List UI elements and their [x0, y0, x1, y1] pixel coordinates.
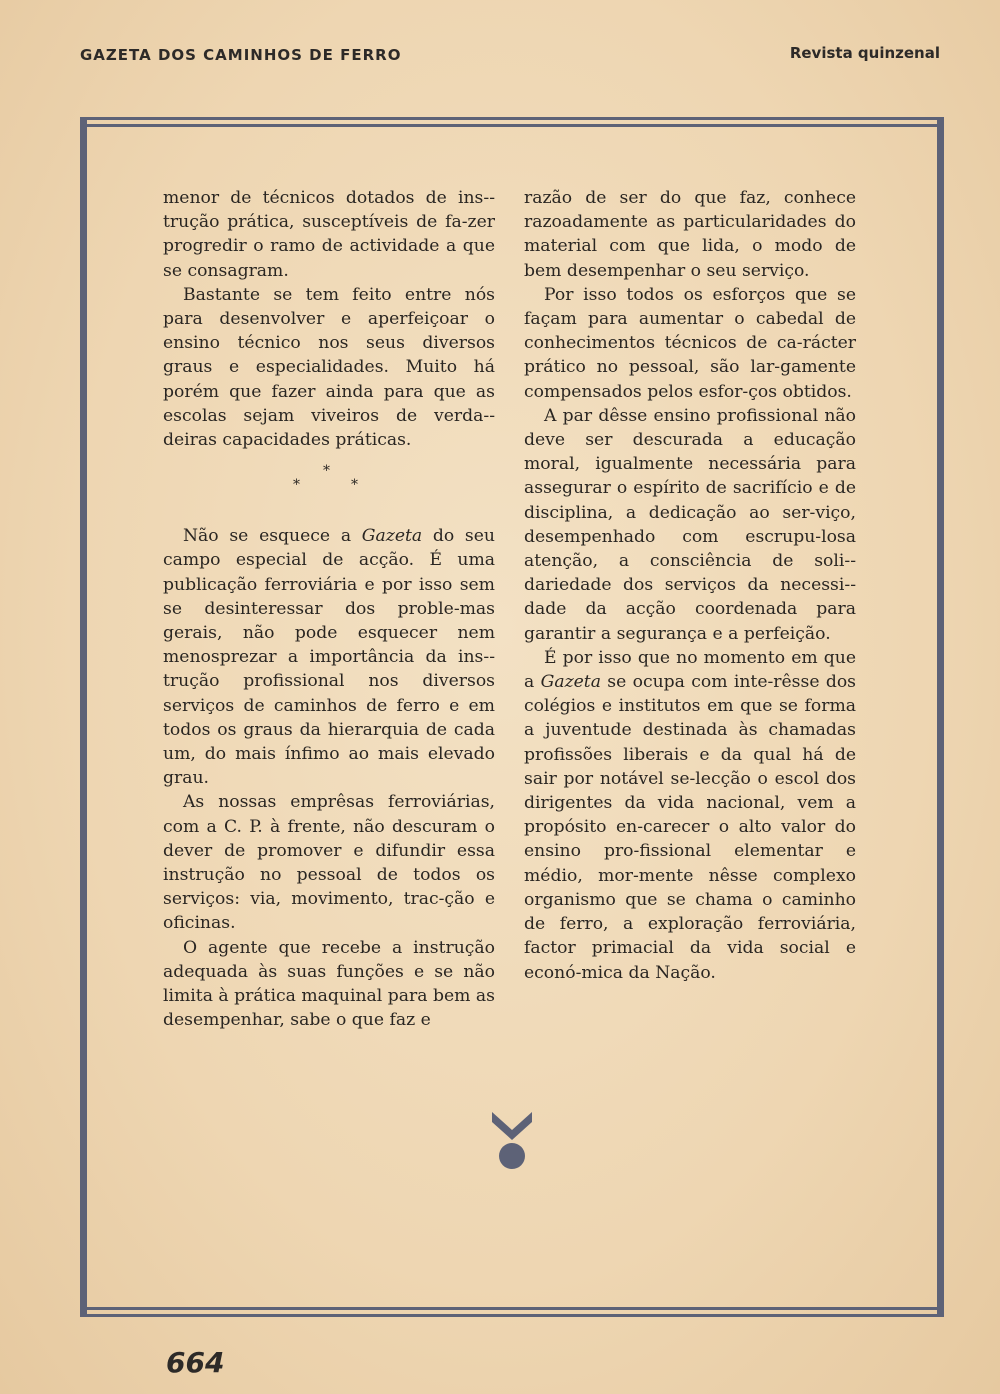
right-paragraph-4-text-a: É por isso que no momento em que a — [524, 647, 856, 693]
page-number: 664 — [166, 1346, 225, 1379]
left-paragraph-3 — [163, 524, 495, 790]
right-paragraph-4-italic: Gazeta — [540, 672, 601, 693]
left-paragraph-2: Bastante se tem feito entre nós para desenvolver e aperfeiçoar o ensino técnico nos seus diversos graus e especialidades. Muito há porém que fazer ainda para que as escolas sejam viveiros de verda-deiras capacidades práticas. — [163, 284, 495, 451]
left-column — [163, 186, 495, 1033]
right-column — [524, 186, 856, 985]
asterism-star-right: * — [351, 477, 358, 494]
right-paragraph-4 — [524, 646, 856, 985]
right-paragraph-2: Por isso todos os esforços que se façam para aumentar o cabedal de conhecimentos técnicos de ca-rácter prático no pessoal, são lar-gamente compensados pelos esfor-ços obtidos. — [524, 284, 856, 402]
right-paragraph-3: A par dêsse ensino profissional não deve ser descurada a educação moral, igualmente necessária para assegurar o espírito de sacrifício e de disciplina, a dedicação ao ser-viço, desempenhado com escrupu-losa atenção, a consciência de soli-dariedade dos serviços da necessi-dade da acção coordenada para garantir a segurança e a perfeição. — [524, 405, 856, 644]
chevron-dot-ornament-icon — [490, 1108, 534, 1172]
asterism-star-left: * — [293, 477, 300, 494]
publication-title: GAZETA DOS CAMINHOS DE FERRO — [80, 46, 402, 64]
right-paragraph-1: razão de ser do que faz, conhece razoadamente as particularidades do material com que lida, o modo de bem desempenhar o seu serviço. — [524, 188, 856, 281]
left-paragraph-3-text-a: Não se esquece a — [183, 526, 362, 547]
frame-top-rule — [80, 117, 944, 127]
publication-subtitle: Revista quinzenal — [789, 44, 940, 62]
left-paragraph-5: O agente que recebe a instrução adequada às suas funções e se não limita à prática maquinal para bem as desempenhar, sabe o que faz e — [163, 937, 495, 1031]
left-paragraph-1: menor de técnicos dotados de ins-trução prática, susceptíveis de fa-zer progredir o ramo de actividade a que se consagram. — [163, 188, 495, 281]
left-paragraph-3-italic: Gazeta — [361, 526, 423, 547]
right-paragraph-4-text-b: se ocupa com inte-rêsse dos colégios e institutos em que se forma a juventude destinada às chamadas profissões liberais e da qual há de sair por notável se-lecção o escol dos dirigentes da vida nacional, vem a propósito en-carecer o alto valor do ensino pro-fissional elementar e médio, mor-mente nêsse complexo organismo que se chama o caminho de ferro, a exploração ferroviária, factor primacial da vida social e econó-mica da Nação. — [524, 672, 856, 983]
frame-bottom-rule — [80, 1307, 944, 1317]
asterism — [163, 452, 495, 524]
left-paragraph-4: As nossas emprêsas ferroviárias, com a C. P. à frente, não descuram o dever de promover e difundir essa instrução no pessoal de todos os serviços: via, movimento, trac-ção e oficinas. — [163, 792, 495, 934]
left-paragraph-3-text-b: do seu campo especial de acção. É uma publicação ferroviária e por isso sem se desinteressar dos proble-mas gerais, não pode esquecer nem menosprezar a importância da ins-trução profissional nos diversos serviços de caminhos de ferro e em todos os graus da hierarquia de cada um, do mais ínfimo ao mais elevado grau. — [163, 526, 495, 789]
asterism-star-top: * — [323, 463, 330, 480]
